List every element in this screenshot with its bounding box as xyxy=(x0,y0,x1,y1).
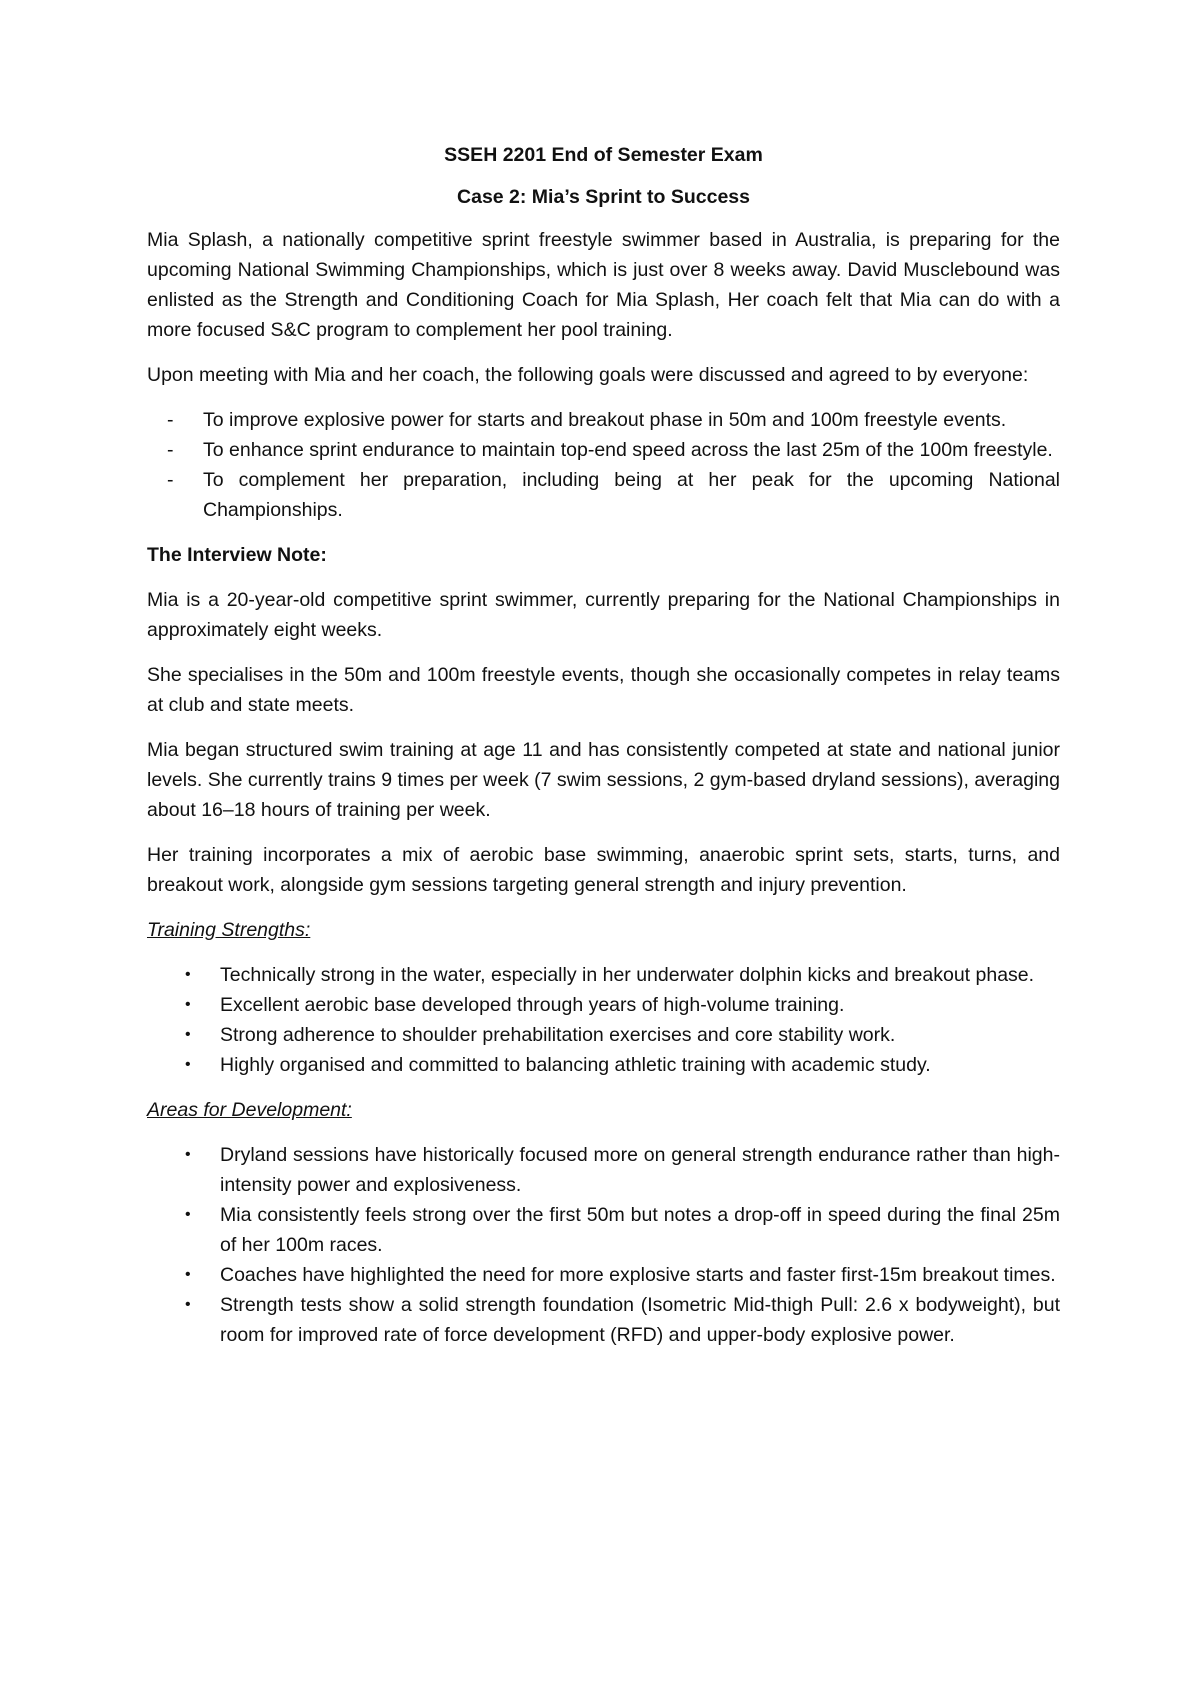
bullet-icon: • xyxy=(185,996,191,1013)
development-text: Mia consistently feels strong over the first 50m but notes a drop-off in speed during the final 25m of her 100m races. xyxy=(220,1204,1060,1256)
interview-heading: The Interview Note: xyxy=(147,544,327,566)
bullet-icon: • xyxy=(185,1146,191,1163)
strengths-heading: Training Strengths: xyxy=(147,919,311,941)
bullet-icon: • xyxy=(185,1026,191,1043)
interview-paragraph: Mia began structured swim training at age 11 and has consistently competed at state and national junior levels. She currently trains 9 times per week (7 swim sessions, 2 gym-based dryland sessions), averaging about 16–18 hours of training per week. xyxy=(147,739,1060,821)
case-title: Case 2: Mia’s Sprint to Success xyxy=(457,186,750,208)
dash-marker: - xyxy=(167,469,174,491)
development-item xyxy=(147,1200,1060,1260)
strength-text: Excellent aerobic base developed through years of high-volume training. xyxy=(220,994,845,1016)
interview-paragraph: She specialises in the 50m and 100m freestyle events, though she occasionally competes in relay teams at club and state meets. xyxy=(147,664,1060,716)
bullet-icon: • xyxy=(185,966,191,983)
goals-list xyxy=(147,405,1060,525)
strengths-list xyxy=(147,960,1060,1080)
strength-item xyxy=(147,1050,1060,1080)
development-list xyxy=(147,1140,1060,1350)
intro-paragraph: Mia Splash, a nationally competitive sprint freestyle swimmer based in Australia, is preparing for the upcoming National Swimming Championships, which is just over 8 weeks away. David Musclebound was enlisted as the Strength and Conditioning Coach for Mia Splash, Her coach felt that Mia can do with a more focused S&C program to complement her pool training. xyxy=(147,229,1060,341)
dash-marker: - xyxy=(167,409,174,431)
strength-item xyxy=(147,1020,1060,1050)
document-page xyxy=(147,140,1060,1365)
goal-text: To improve explosive power for starts and breakout phase in 50m and 100m freestyle events. xyxy=(203,409,1007,431)
strength-item xyxy=(147,990,1060,1020)
bullet-icon: • xyxy=(185,1206,191,1223)
development-item xyxy=(147,1290,1060,1350)
bullet-icon: • xyxy=(185,1266,191,1283)
goal-item xyxy=(147,405,1060,435)
development-item xyxy=(147,1260,1060,1290)
goal-text: To complement her preparation, including being at her peak for the upcoming National Championships. xyxy=(203,469,1060,521)
development-heading: Areas for Development: xyxy=(147,1099,352,1121)
development-text: Coaches have highlighted the need for more explosive starts and faster first-15m breakout times. xyxy=(220,1264,1056,1286)
development-text: Strength tests show a solid strength foundation (Isometric Mid-thigh Pull: 2.6 x bodyweight), but room for improved rate of force development (RFD) and upper-body explosive power. xyxy=(220,1294,1060,1346)
goal-item xyxy=(147,465,1060,525)
strength-item xyxy=(147,960,1060,990)
exam-title: SSEH 2201 End of Semester Exam xyxy=(444,144,763,166)
bullet-icon: • xyxy=(185,1056,191,1073)
interview-paragraph: Mia is a 20-year-old competitive sprint swimmer, currently preparing for the National Championships in approximately eight weeks. xyxy=(147,589,1060,641)
development-text: Dryland sessions have historically focused more on general strength endurance rather than high-intensity power and explosiveness. xyxy=(220,1144,1060,1196)
goal-item xyxy=(147,435,1060,465)
interview-paragraph: Her training incorporates a mix of aerobic base swimming, anaerobic sprint sets, starts, turns, and breakout work, alongside gym sessions targeting general strength and injury prevention. xyxy=(147,844,1060,896)
bullet-icon: • xyxy=(185,1296,191,1313)
development-item xyxy=(147,1140,1060,1200)
dash-marker: - xyxy=(167,439,174,461)
strength-text: Highly organised and committed to balancing athletic training with academic study. xyxy=(220,1054,931,1076)
strength-text: Technically strong in the water, especially in her underwater dolphin kicks and breakout phase. xyxy=(220,964,1035,986)
intro-paragraph: Upon meeting with Mia and her coach, the following goals were discussed and agreed to by everyone: xyxy=(147,364,1029,386)
goal-text: To enhance sprint endurance to maintain top-end speed across the last 25m of the 100m freestyle. xyxy=(203,439,1053,461)
strength-text: Strong adherence to shoulder prehabilitation exercises and core stability work. xyxy=(220,1024,896,1046)
